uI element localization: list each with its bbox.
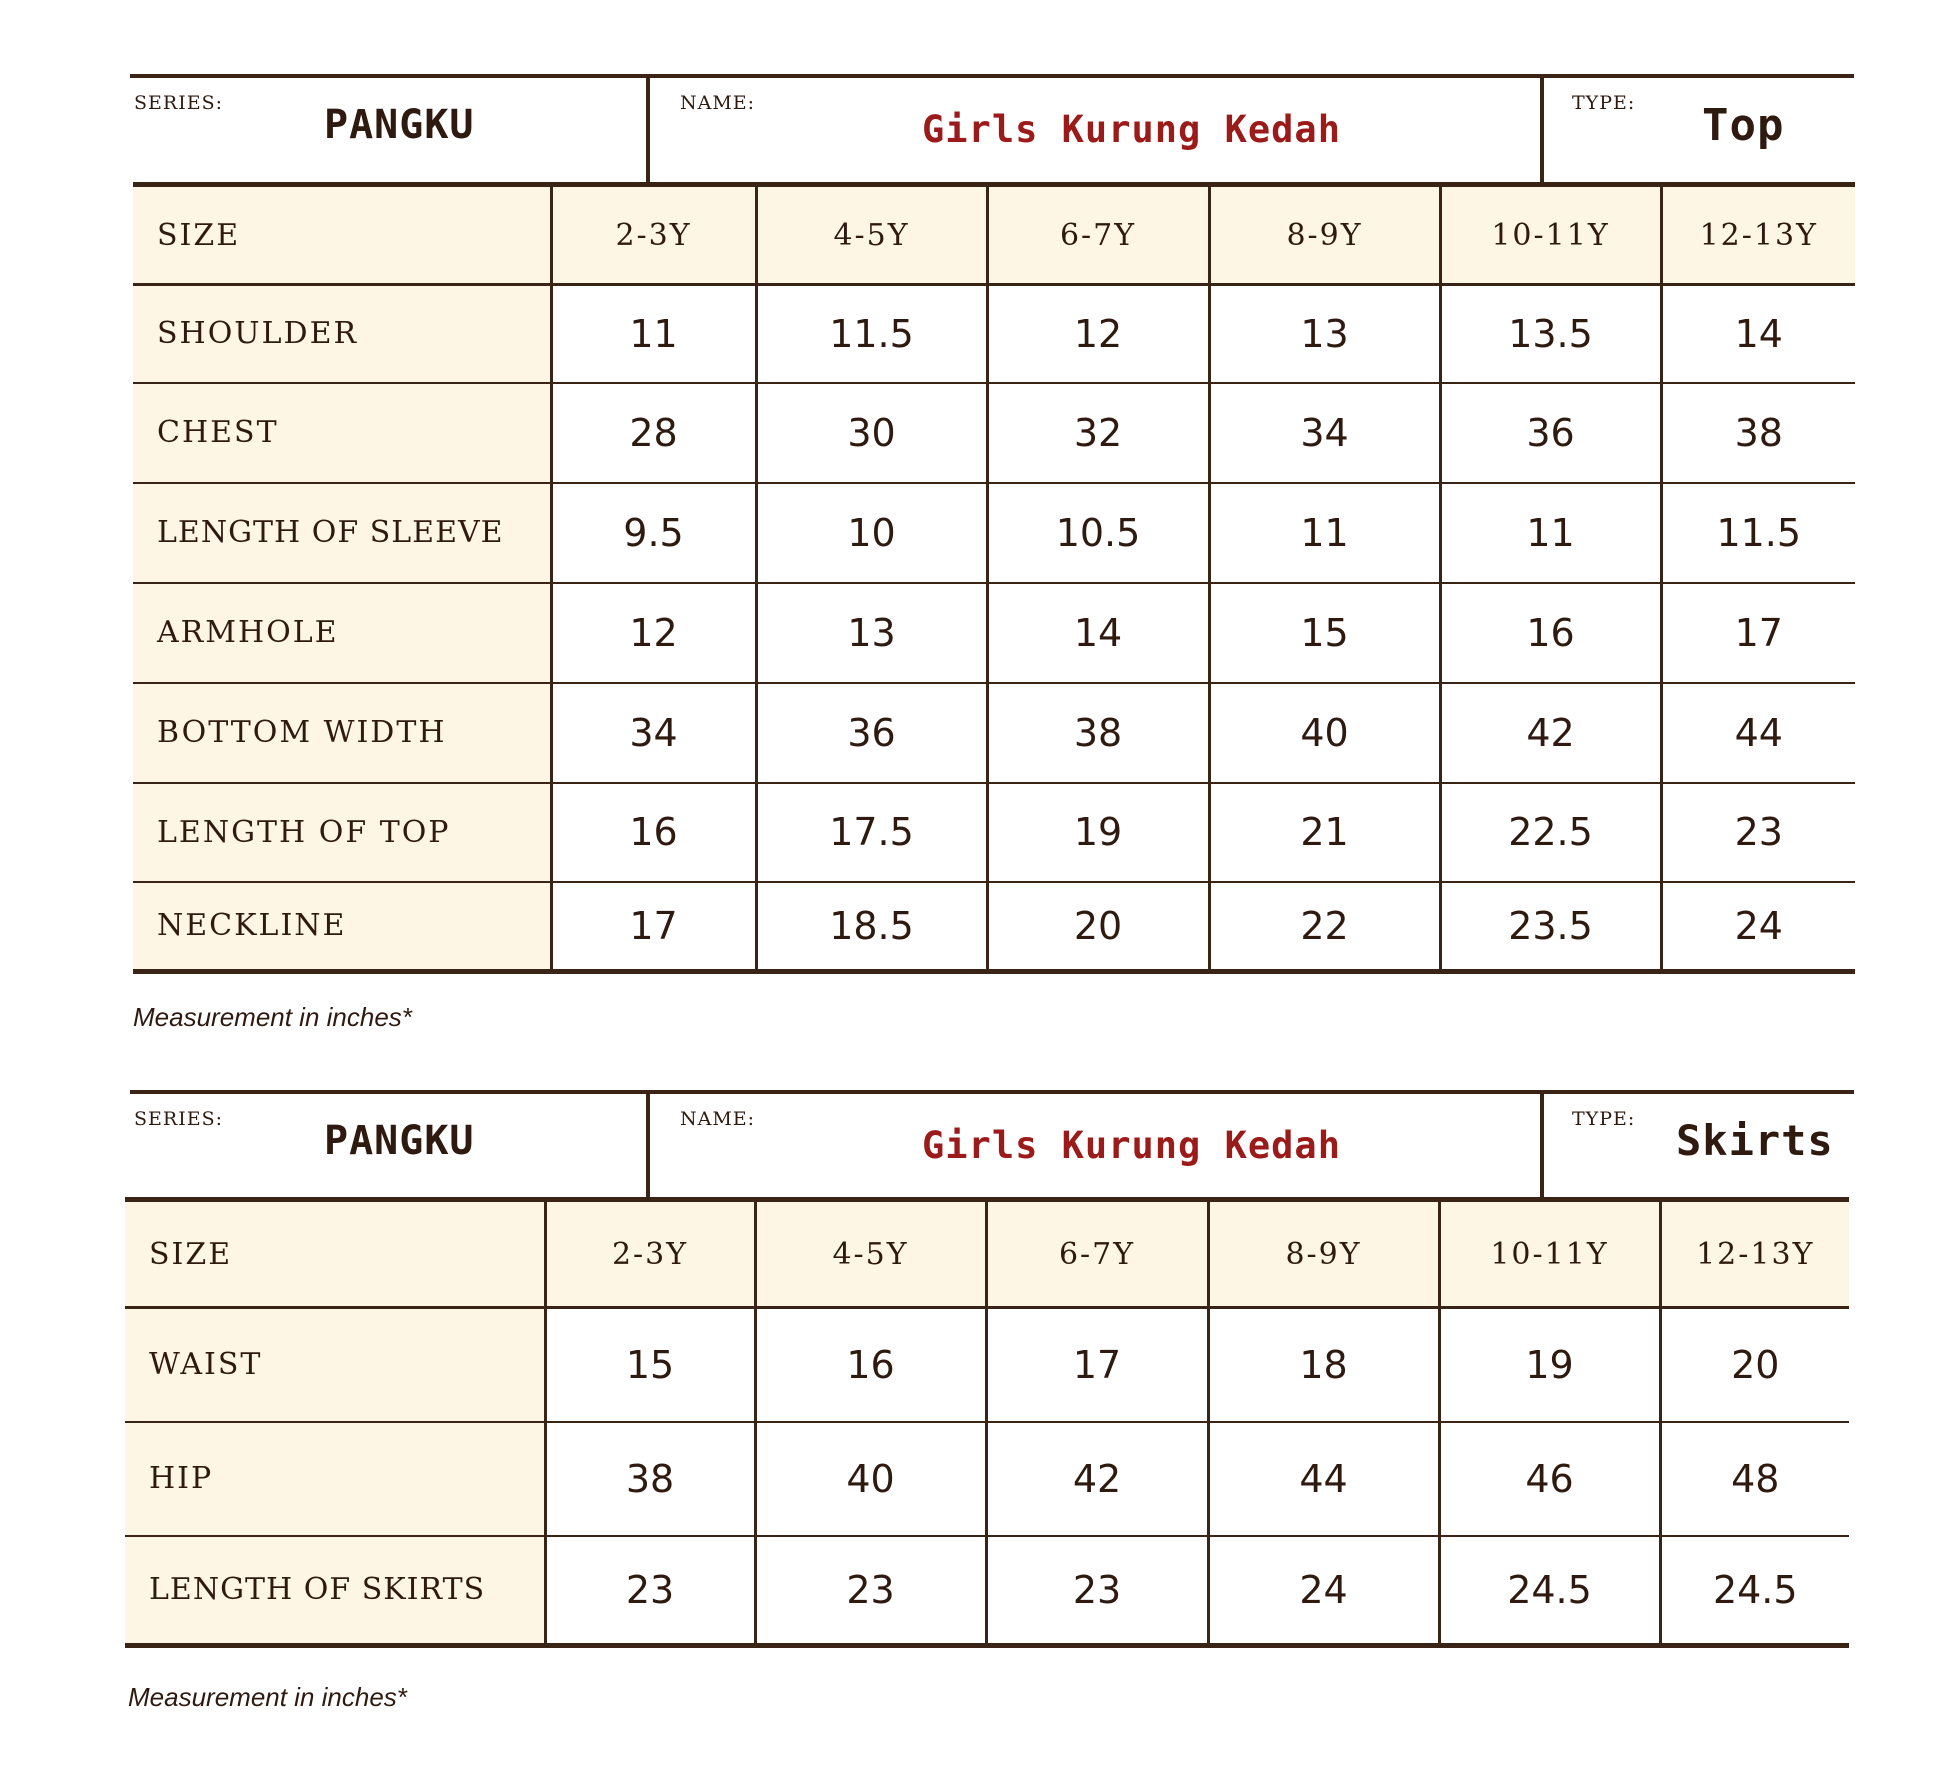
measurement-note: Measurement in inches* [133,1002,412,1032]
table-row [125,1422,1849,1536]
table-row [133,683,1855,783]
size-label: SIZE [125,1200,545,1308]
table-cell: 16 [1440,583,1661,683]
row-label: SHOULDER [133,285,551,383]
size-column-header: 10-11Y [1439,1200,1660,1308]
table-cell: 38 [987,683,1209,783]
size-column-header: 10-11Y [1440,185,1661,285]
type-label: TYPE: [1572,1108,1636,1130]
table-cell: 10.5 [987,483,1209,583]
table-cell: 14 [1661,285,1855,383]
table-row [133,383,1855,483]
series-label: SERIES: [134,92,223,114]
table-cell: 18 [1208,1308,1439,1422]
row-label: LENGTH OF SLEEVE [133,483,551,583]
row-label: HIP [125,1422,545,1536]
size-column-header: 12-13Y [1660,1200,1849,1308]
table-row [133,783,1855,882]
series-label: SERIES: [134,1108,223,1130]
table-cell: 30 [756,383,987,483]
table-cell: 48 [1660,1422,1849,1536]
table-cell: 22 [1209,882,1440,972]
table-row [133,285,1855,383]
measurement-note: Measurement in inches* [128,1682,407,1712]
size-column-header: 8-9Y [1208,1200,1439,1308]
table-cell: 17 [551,882,756,972]
table-row [125,1308,1849,1422]
row-label: CHEST [133,383,551,483]
table-cell: 23 [986,1536,1208,1646]
row-label: WAIST [125,1308,545,1422]
table-row [133,583,1855,683]
table-cell: 17 [1661,583,1855,683]
table-cell: 23.5 [1440,882,1661,972]
table-cell: 22.5 [1440,783,1661,882]
row-label: NECKLINE [133,882,551,972]
table-cell: 12 [551,583,756,683]
row-label: LENGTH OF TOP [133,783,551,882]
table-cell: 24.5 [1660,1536,1849,1646]
table-cell: 34 [1209,383,1440,483]
table-cell: 19 [1439,1308,1660,1422]
table-cell: 44 [1661,683,1855,783]
table-cell: 40 [1209,683,1440,783]
table-cell: 21 [1209,783,1440,882]
type-cell [1544,1094,1854,1199]
table-row [133,882,1855,972]
table-cell: 38 [545,1422,755,1536]
chart-header [130,74,1854,183]
table-cell: 20 [987,882,1209,972]
table-cell: 28 [551,383,756,483]
table-cell: 17 [986,1308,1208,1422]
table-row [125,1536,1849,1646]
table-cell: 24 [1661,882,1855,972]
size-column-header: 4-5Y [755,1200,986,1308]
table-cell: 42 [986,1422,1208,1536]
table-cell: 11 [1209,483,1440,583]
size-column-header: 2-3Y [551,185,756,285]
table-cell: 23 [545,1536,755,1646]
table-cell: 11.5 [756,285,987,383]
name-cell [650,78,1540,183]
table-cell: 44 [1208,1422,1439,1536]
table-cell: 9.5 [551,483,756,583]
series-cell [130,78,646,183]
table-cell: 36 [756,683,987,783]
table-cell: 18.5 [756,882,987,972]
type-cell [1544,78,1854,183]
table-cell: 16 [755,1308,986,1422]
table-cell: 42 [1440,683,1661,783]
table-cell: 15 [1209,583,1440,683]
name-cell [650,1094,1540,1199]
table-cell: 23 [755,1536,986,1646]
table-cell: 17.5 [756,783,987,882]
table-cell: 24 [1208,1536,1439,1646]
table-cell: 11.5 [1661,483,1855,583]
type-value: Top [1702,100,1785,151]
series-value: PANGKU [324,102,475,148]
table-cell: 36 [1440,383,1661,483]
table-cell: 38 [1661,383,1855,483]
table-cell: 12 [987,285,1209,383]
table-cell: 13 [756,583,987,683]
chart-header [130,1090,1854,1199]
size-label: SIZE [133,185,551,285]
name-label: NAME: [680,1108,756,1130]
table-cell: 11 [551,285,756,383]
row-label: BOTTOM WIDTH [133,683,551,783]
size-column-header: 4-5Y [756,185,987,285]
size-column-header: 6-7Y [986,1200,1208,1308]
size-header-row [125,1200,1849,1308]
table-cell: 19 [987,783,1209,882]
size-column-header: 12-13Y [1661,185,1855,285]
size-column-header: 8-9Y [1209,185,1440,285]
type-value: Skirts [1676,1116,1834,1165]
product-name: Girls Kurung Kedah [922,1124,1341,1167]
table-cell: 15 [545,1308,755,1422]
table-cell: 14 [987,583,1209,683]
type-label: TYPE: [1572,92,1636,114]
table-cell: 11 [1440,483,1661,583]
series-value: PANGKU [324,1118,475,1164]
measurement-table [125,1197,1849,1648]
table-cell: 20 [1660,1308,1849,1422]
table-cell: 10 [756,483,987,583]
table-cell: 32 [987,383,1209,483]
table-cell: 13.5 [1440,285,1661,383]
size-header-row [133,185,1855,285]
measurement-table [133,182,1855,974]
row-label: ARMHOLE [133,583,551,683]
table-row [133,483,1855,583]
size-column-header: 6-7Y [987,185,1209,285]
table-cell: 24.5 [1439,1536,1660,1646]
table-cell: 40 [755,1422,986,1536]
table-cell: 13 [1209,285,1440,383]
table-cell: 16 [551,783,756,882]
series-cell [130,1094,646,1199]
product-name: Girls Kurung Kedah [922,108,1341,151]
name-label: NAME: [680,92,756,114]
table-cell: 34 [551,683,756,783]
size-column-header: 2-3Y [545,1200,755,1308]
table-cell: 23 [1661,783,1855,882]
table-cell: 46 [1439,1422,1660,1536]
row-label: LENGTH OF SKIRTS [125,1536,545,1646]
